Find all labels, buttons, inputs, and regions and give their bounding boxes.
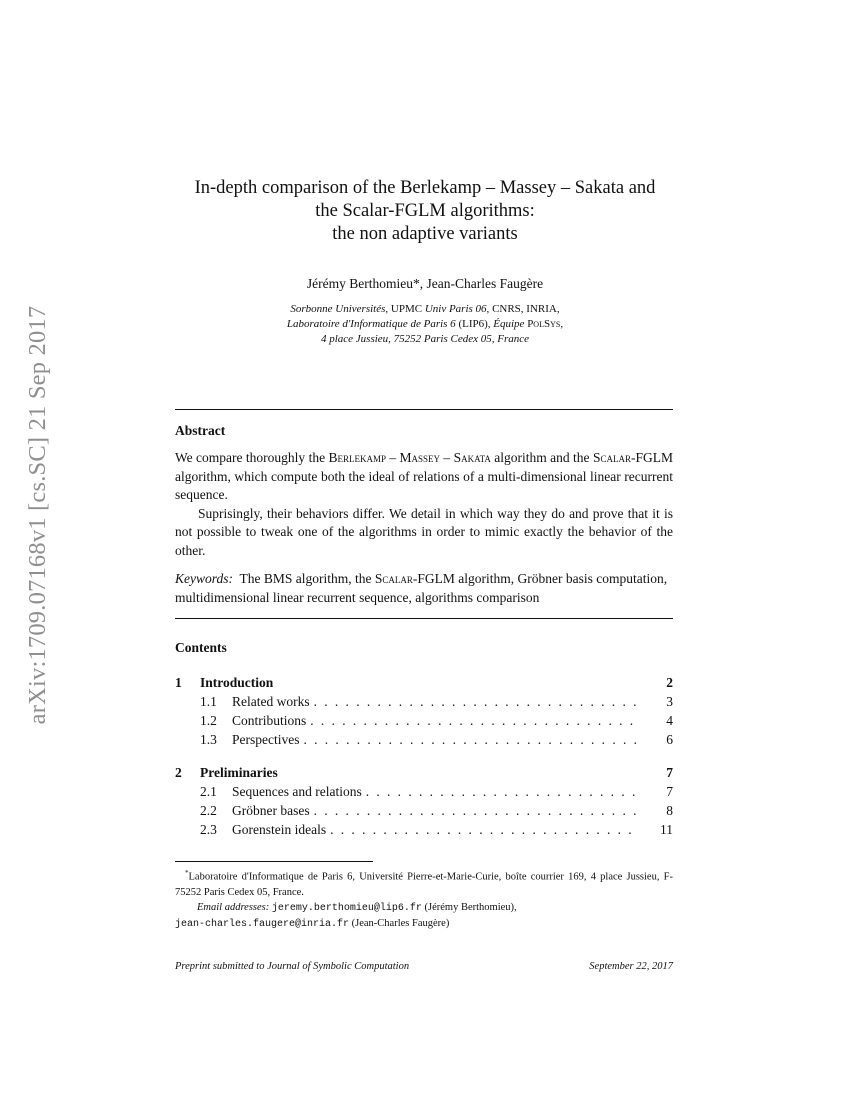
- toc-section-preliminaries[interactable]: 2 Preliminaries 7: [175, 765, 673, 780]
- abstract-top-rule: [175, 409, 673, 410]
- title-line-2: the Scalar-FGLM algorithms:: [315, 201, 535, 221]
- toc-entry-related-works[interactable]: 1.1 Related works . . . 3: [175, 694, 673, 713]
- table-of-contents: [175, 675, 673, 841]
- leader-dots: [366, 784, 639, 800]
- leader-dots: [314, 694, 639, 710]
- footnote-rule: [175, 861, 373, 862]
- toc-section-introduction[interactable]: 1 Introduction 2: [175, 675, 673, 690]
- toc-entry-grobner-bases[interactable]: 2.2 Gröbner bases . . . 8: [175, 803, 673, 822]
- leader-dots: [330, 822, 639, 838]
- footnote-emails-2: jean-charles.faugere@inria.fr (Jean-Charles Faugère): [175, 917, 450, 930]
- arxiv-identifier: arXiv:1709.07168v1 [cs.SC] 21 Sep 2017: [24, 305, 51, 725]
- toc-entry-perspectives[interactable]: 1.3 Perspectives . . . 6: [175, 732, 673, 751]
- preprint-date: September 22, 2017: [589, 961, 673, 972]
- leader-dots: [310, 713, 639, 729]
- affiliation-line-1: Sorbonne Universités, UPMC Univ Paris 06, CNRS, INRIA,: [290, 303, 560, 315]
- affiliation-line-2: Laboratoire d'Informatique de Paris 6 (LIP6), Équipe PolSys,: [286, 318, 564, 330]
- toc-entry-contributions[interactable]: 1.2 Contributions . . . 4: [175, 713, 673, 732]
- contents-heading: Contents: [175, 640, 227, 655]
- footnote: [175, 866, 673, 932]
- abstract-bottom-rule: [175, 618, 673, 619]
- preprint-journal: Preprint submitted to Journal of Symbolic Computation: [175, 961, 410, 972]
- leader-dots: [303, 732, 639, 748]
- abstract-heading: Abstract: [175, 423, 226, 438]
- affiliation: [150, 302, 700, 347]
- abstract-body: [175, 449, 673, 560]
- keywords: Keywords: The BMS algorithm, the Scalar-FGLM algorithm, Gröbner basis computation, multidimensional linear recurrent sequence, algorithms comparison: [175, 571, 668, 605]
- title-line-3: the non adaptive variants: [332, 224, 518, 244]
- leader-dots: [314, 803, 639, 819]
- title-line-1: In-depth comparison of the Berlekamp – Massey – Sakata and: [194, 178, 656, 198]
- email-link-berthomieu[interactable]: jeremy.berthomieu@lip6.fr: [271, 902, 422, 914]
- abstract-paragraph-1: We compare thoroughly the Berlekamp – Massey – Sakata algorithm and the Scalar-FGLM algorithm, which compute both the ideal of relations of a multi-dimensional linear recurrent sequence.: [175, 450, 673, 502]
- footnote-emails: Email addresses: jeremy.berthomieu@lip6.fr (Jérémy Berthomieu),: [197, 901, 517, 914]
- toc-entry-sequences-and-relations[interactable]: 2.1 Sequences and relations . . . 7: [175, 784, 673, 803]
- email-link-faugere[interactable]: jean-charles.faugere@inria.fr: [175, 918, 350, 930]
- footnote-affiliation: *Laboratoire d'Informatique de Paris 6, Université Pierre-et-Marie-Curie, boîte courrier 169, 4 place Jussieu, F-75252 Paris Cedex 05, France.: [175, 869, 673, 898]
- toc-gap: [175, 751, 673, 765]
- affiliation-line-3: 4 place Jussieu, 75252 Paris Cedex 05, France: [320, 333, 530, 345]
- abstract-paragraph-2: Suprisingly, their behaviors differ. We detail in which way they do and prove that it is not possible to tweak one of the algorithms in order to mimic exactly the behavior of the other.: [175, 505, 673, 558]
- authors: Jérémy Berthomieu*, Jean-Charles Faugère: [306, 276, 544, 291]
- toc-entry-gorenstein-ideals[interactable]: 2.3 Gorenstein ideals . . . 11: [175, 822, 673, 841]
- paper-title: [150, 177, 700, 246]
